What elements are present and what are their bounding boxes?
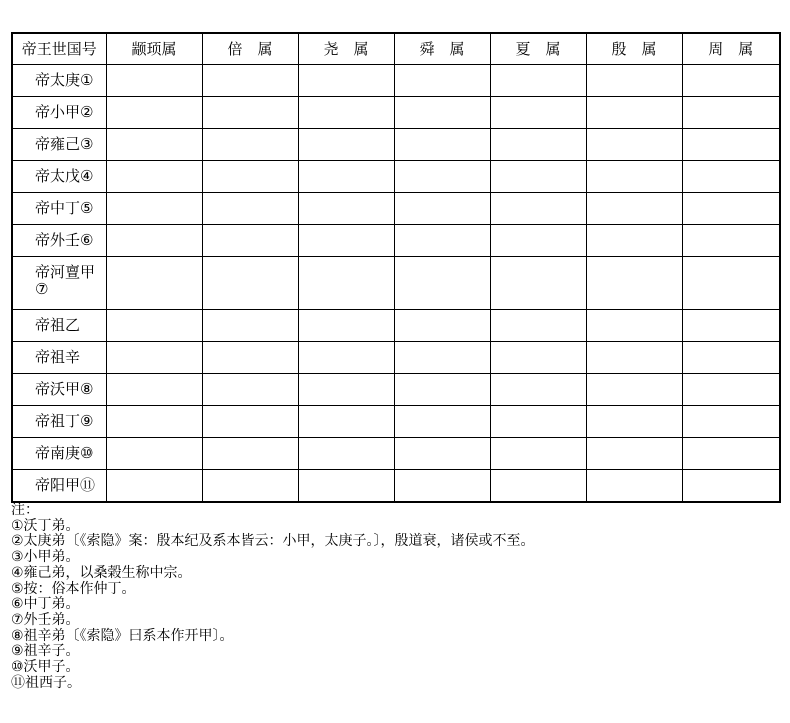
empty-cell — [682, 193, 780, 225]
empty-cell — [298, 65, 394, 97]
empty-cell — [490, 65, 586, 97]
empty-cell — [298, 225, 394, 257]
empty-cell — [682, 225, 780, 257]
empty-cell — [490, 470, 586, 503]
note-item: ⑩沃甲子。 — [11, 659, 80, 676]
empty-cell — [202, 97, 298, 129]
empty-cell — [298, 129, 394, 161]
empty-cell — [298, 438, 394, 470]
empty-cell — [298, 97, 394, 129]
table-header-row — [12, 33, 780, 65]
king-name-cell: 帝阳甲⑪ — [12, 470, 106, 503]
empty-cell — [202, 374, 298, 406]
table-row — [12, 225, 780, 257]
empty-cell — [202, 470, 298, 503]
empty-cell — [490, 406, 586, 438]
empty-cell — [106, 129, 202, 161]
empty-cell — [394, 129, 490, 161]
note-item: ⑦外壬弟。 — [11, 611, 80, 628]
empty-cell — [586, 406, 682, 438]
empty-cell — [394, 438, 490, 470]
king-name-cell: 帝太戊④ — [12, 161, 106, 193]
empty-cell — [106, 310, 202, 342]
empty-cell — [490, 438, 586, 470]
empty-cell — [202, 65, 298, 97]
empty-cell — [586, 374, 682, 406]
empty-cell — [682, 65, 780, 97]
table-row — [12, 193, 780, 225]
empty-cell — [298, 193, 394, 225]
table-row — [12, 342, 780, 374]
king-name-cell: 帝祖乙 — [12, 310, 106, 342]
empty-cell — [106, 97, 202, 129]
note-item: ①沃丁弟。 — [11, 517, 80, 534]
empty-cell — [202, 406, 298, 438]
empty-cell — [586, 65, 682, 97]
empty-cell — [106, 161, 202, 193]
empty-cell — [586, 438, 682, 470]
table-row — [12, 65, 780, 97]
empty-cell — [394, 470, 490, 503]
king-name-cell: 帝祖辛 — [12, 342, 106, 374]
empty-cell — [106, 342, 202, 374]
note-item: ④雍己弟，以桑榖生称中宗。 — [11, 564, 192, 581]
empty-cell — [490, 257, 586, 310]
header-xia: 夏 属 — [490, 33, 586, 65]
empty-cell — [106, 406, 202, 438]
table-row — [12, 161, 780, 193]
empty-cell — [202, 161, 298, 193]
empty-cell — [490, 342, 586, 374]
notes-section — [11, 503, 781, 691]
empty-cell — [490, 161, 586, 193]
empty-cell — [682, 310, 780, 342]
empty-cell — [682, 129, 780, 161]
table-row — [12, 129, 780, 161]
empty-cell — [298, 374, 394, 406]
empty-cell — [586, 129, 682, 161]
empty-cell — [106, 65, 202, 97]
header-zhou: 周 属 — [682, 33, 780, 65]
empty-cell — [490, 225, 586, 257]
empty-cell — [202, 257, 298, 310]
note-item: ⑨祖辛子。 — [11, 643, 80, 660]
king-name-cell: 帝外壬⑥ — [12, 225, 106, 257]
table-row — [12, 97, 780, 129]
empty-cell — [298, 257, 394, 310]
empty-cell — [106, 225, 202, 257]
header-zhuanxu: 颛顼属 — [106, 33, 202, 65]
empty-cell — [106, 470, 202, 503]
empty-cell — [394, 310, 490, 342]
empty-cell — [202, 438, 298, 470]
empty-cell — [394, 193, 490, 225]
empty-cell — [298, 161, 394, 193]
table-row — [12, 470, 780, 503]
empty-cell — [202, 129, 298, 161]
notes-title: 注： — [11, 502, 39, 518]
empty-cell — [298, 342, 394, 374]
table-body — [12, 65, 780, 503]
empty-cell — [394, 97, 490, 129]
king-name-cell: 帝祖丁⑨ — [12, 406, 106, 438]
empty-cell — [394, 225, 490, 257]
empty-cell — [202, 225, 298, 257]
empty-cell — [298, 406, 394, 438]
empty-cell — [586, 193, 682, 225]
table-row — [12, 374, 780, 406]
empty-cell — [586, 97, 682, 129]
empty-cell — [682, 470, 780, 503]
note-item: ③小甲弟。 — [11, 549, 80, 566]
empty-cell — [394, 161, 490, 193]
empty-cell — [394, 257, 490, 310]
empty-cell — [202, 310, 298, 342]
empty-cell — [682, 438, 780, 470]
note-item: ⑧祖辛弟〔《索隐》曰系本作开甲〕。 — [11, 627, 234, 644]
empty-cell — [394, 65, 490, 97]
empty-cell — [682, 97, 780, 129]
empty-cell — [682, 257, 780, 310]
king-name-cell: 帝雍己③ — [12, 129, 106, 161]
empty-cell — [106, 374, 202, 406]
empty-cell — [586, 257, 682, 310]
note-item: ②太庚弟〔《索隐》案：殷本纪及系本皆云：小甲，太庚子。〕，殷道衰，诸侯或不至。 — [11, 533, 535, 550]
empty-cell — [682, 342, 780, 374]
empty-cell — [490, 374, 586, 406]
empty-cell — [682, 374, 780, 406]
king-name-cell: 帝小甲② — [12, 97, 106, 129]
empty-cell — [202, 193, 298, 225]
king-name-cell: 帝中丁⑤ — [12, 193, 106, 225]
king-name-cell: 帝沃甲⑧ — [12, 374, 106, 406]
empty-cell — [490, 310, 586, 342]
empty-cell — [106, 438, 202, 470]
empty-cell — [202, 342, 298, 374]
empty-cell — [586, 470, 682, 503]
empty-cell — [586, 342, 682, 374]
note-item: ⑪祖西子。 — [11, 674, 81, 691]
empty-cell — [586, 161, 682, 193]
empty-cell — [394, 406, 490, 438]
empty-cell — [298, 310, 394, 342]
genealogy-table — [11, 32, 781, 503]
header-bei: 倍 属 — [202, 33, 298, 65]
table-row — [12, 438, 780, 470]
note-item: ⑤按：俗本作仲丁。 — [11, 580, 136, 597]
empty-cell — [106, 257, 202, 310]
note-item: ⑥中丁弟。 — [11, 596, 80, 613]
header-dynasty: 帝王世国号 — [12, 33, 106, 65]
empty-cell — [682, 406, 780, 438]
empty-cell — [586, 310, 682, 342]
empty-cell — [490, 129, 586, 161]
empty-cell — [490, 193, 586, 225]
empty-cell — [394, 342, 490, 374]
king-name-cell: 帝南庚⑩ — [12, 438, 106, 470]
king-name-cell: 帝河亶甲⑦ — [12, 257, 106, 310]
empty-cell — [298, 470, 394, 503]
king-name-cell: 帝太庚① — [12, 65, 106, 97]
header-yin: 殷 属 — [586, 33, 682, 65]
table-row — [12, 406, 780, 438]
empty-cell — [490, 97, 586, 129]
empty-cell — [106, 193, 202, 225]
table-row — [12, 310, 780, 342]
empty-cell — [682, 161, 780, 193]
header-shun: 舜 属 — [394, 33, 490, 65]
empty-cell — [394, 374, 490, 406]
empty-cell — [586, 225, 682, 257]
table-row — [12, 257, 780, 310]
header-yao: 尧 属 — [298, 33, 394, 65]
